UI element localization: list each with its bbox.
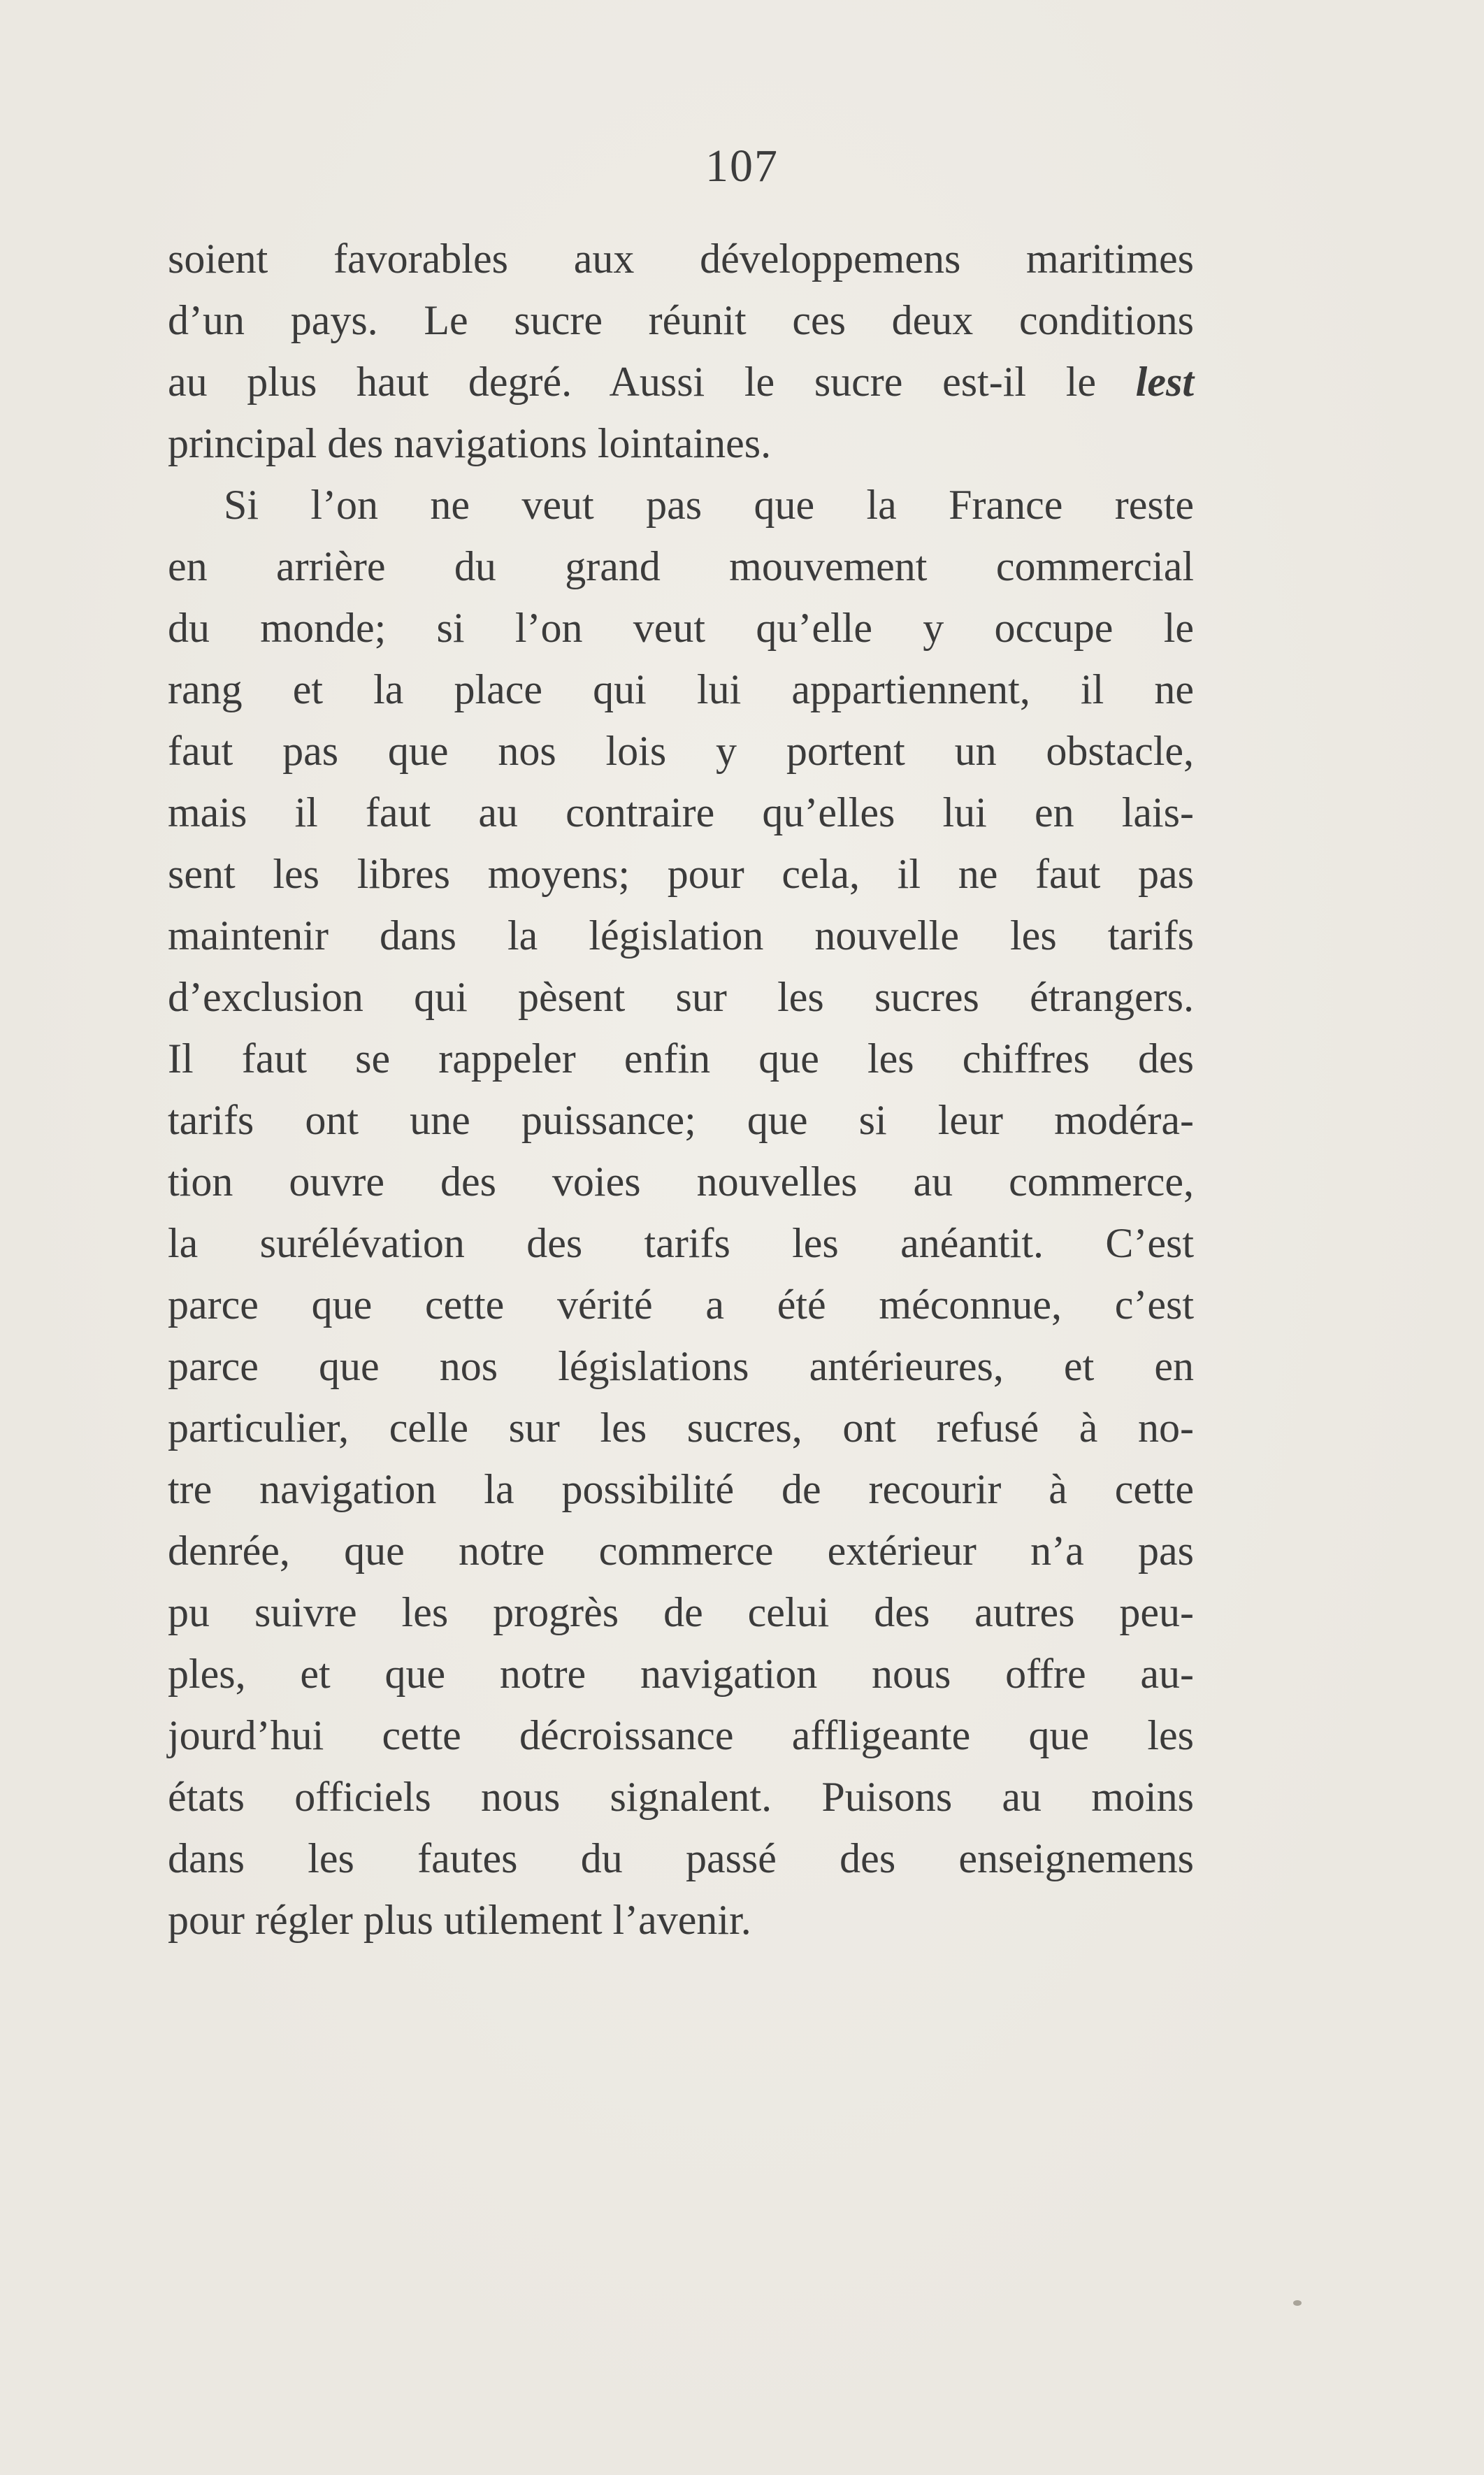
text-line: pour régler plus utilement l’avenir. xyxy=(168,1897,751,1943)
text-line: Si l’on ne veut pas que la France reste xyxy=(224,482,1194,528)
text-line: du monde; si l’on veut qu’elle y occupe le xyxy=(168,605,1194,651)
text-line: principal des navigations lointaines. xyxy=(168,420,772,466)
text-line: parce que cette vérité a été méconnue, c’est xyxy=(168,1282,1194,1328)
text-line-start: au plus haut degré. Aussi le sucre est-il le xyxy=(168,359,1136,405)
text-line: denrée, que notre commerce extérieur n’a pas xyxy=(168,1528,1194,1574)
text-line: parce que nos législations antérieures, et en xyxy=(168,1343,1194,1389)
text-line: soient favorables aux développemens maritimes xyxy=(168,236,1194,282)
emphasized-word: lest xyxy=(1135,359,1194,405)
paper-speck xyxy=(1293,2300,1302,2306)
text-line: particulier, celle sur les sucres, ont refusé à no- xyxy=(168,1405,1194,1451)
page-number: 107 xyxy=(705,141,779,192)
text-line: la surélévation des tarifs les anéantit. C’est xyxy=(168,1220,1194,1266)
text-line: tarifs ont une puissance; que si leur modéra- xyxy=(168,1097,1194,1143)
text-line: mais il faut au contraire qu’elles lui en lais- xyxy=(168,789,1194,835)
text-line: sent les libres moyens; pour cela, il ne faut pas xyxy=(168,851,1194,897)
text-line: pu suivre les progrès de celui des autres peu- xyxy=(168,1589,1194,1635)
text-line: tre navigation la possibilité de recourir à cette xyxy=(168,1466,1194,1512)
text-line: jourd’hui cette décroissance affligeante que les xyxy=(168,1712,1194,1758)
text-line: d’exclusion qui pèsent sur les sucres étrangers. xyxy=(168,974,1194,1020)
text-line: Il faut se rappeler enfin que les chiffres des xyxy=(168,1035,1194,1082)
text-line: rang et la place qui lui appartiennent, il ne xyxy=(168,666,1194,712)
text-line: en arrière du grand mouvement commercial xyxy=(168,543,1194,589)
text-line: tion ouvre des voies nouvelles au commerce, xyxy=(168,1158,1194,1205)
text-line: d’un pays. Le sucre réunit ces deux conditions xyxy=(168,297,1194,343)
text-line: maintenir dans la législation nouvelle les tarifs xyxy=(168,912,1194,959)
text-line: dans les fautes du passé des enseignemens xyxy=(168,1835,1194,1881)
text-line: ples, et que notre navigation nous offre au- xyxy=(168,1651,1194,1697)
text-line: faut pas que nos lois y portent un obstacle, xyxy=(168,728,1194,774)
text-line xyxy=(168,351,1194,412)
text-line: états officiels nous signalent. Puisons au moins xyxy=(168,1774,1194,1820)
